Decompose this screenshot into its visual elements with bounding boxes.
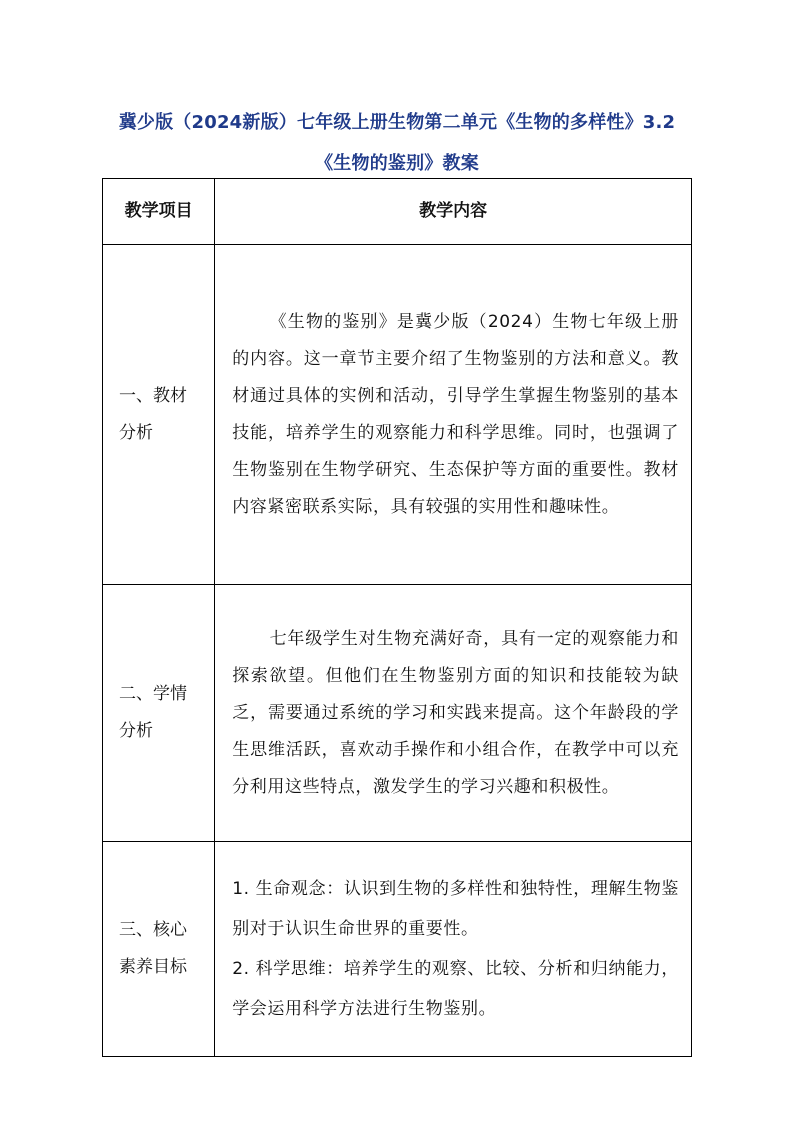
goal-item-scientific-thinking: 2. 科学思维：培养学生的观察、比较、分析和归纳能力，学会运用科学方法进行生物鉴别。 xyxy=(232,959,679,1019)
document-title-line-2: 《生物的鉴别》教案 xyxy=(315,153,479,174)
row-label-student-analysis xyxy=(103,585,215,842)
row-label-line: 一、教材 xyxy=(119,385,187,406)
content-paragraph: 《生物的鉴别》是冀少版（2024）生物七年级上册的内容。这一章节主要介绍了生物鉴别的方法和意义。教材通过具体的实例和活动，引导学生掌握生物鉴别的基本技能，培养学生的观察能力和科学思维。同时，也强调了生物鉴别在生物学研究、生态保护等方面的重要性。教材内容紧密联系实际，具有较强的实用性和趣味性。 xyxy=(232,311,679,517)
goal-item-life-concept: 1. 生命观念：认识到生物的多样性和独特性，理解生物鉴别对于认识生命世界的重要性。 xyxy=(232,879,679,939)
row-content-core-literacy-goals xyxy=(215,842,692,1057)
document-title-line-1: 冀少版（2024新版）七年级上册生物第二单元《生物的多样性》3.2 xyxy=(118,112,676,133)
row-label-core-literacy-goals xyxy=(103,842,215,1057)
lesson-plan-table xyxy=(102,178,692,1057)
header-teaching-content: 教学内容 xyxy=(215,179,692,245)
row-content-student-analysis xyxy=(215,585,692,842)
row-label-line: 素养目标 xyxy=(119,957,187,977)
content-paragraph: 七年级学生对生物充满好奇，具有一定的观察能力和探索欲望。但他们在生物鉴别方面的知识和技能较为缺乏，需要通过系统的学习和实践来提高。这个年龄段的学生思维活跃，喜欢动手操作和小组合作，在教学中可以充分利用这些特点，激发学生的学习兴趣和积极性。 xyxy=(232,628,679,797)
row-label-line: 二、学情 xyxy=(119,684,187,704)
table-row-textbook-analysis xyxy=(103,245,692,585)
row-content-textbook-analysis xyxy=(215,245,692,585)
header-teaching-item: 教学项目 xyxy=(103,179,215,245)
table-header-row xyxy=(103,179,692,245)
table-row-student-analysis xyxy=(103,585,692,842)
table-row-core-literacy-goals xyxy=(103,842,692,1057)
row-label-line: 三、核心 xyxy=(119,920,187,940)
row-label-line: 分析 xyxy=(119,721,153,741)
row-label-textbook-analysis xyxy=(103,245,215,585)
row-label-line: 分析 xyxy=(119,422,153,443)
